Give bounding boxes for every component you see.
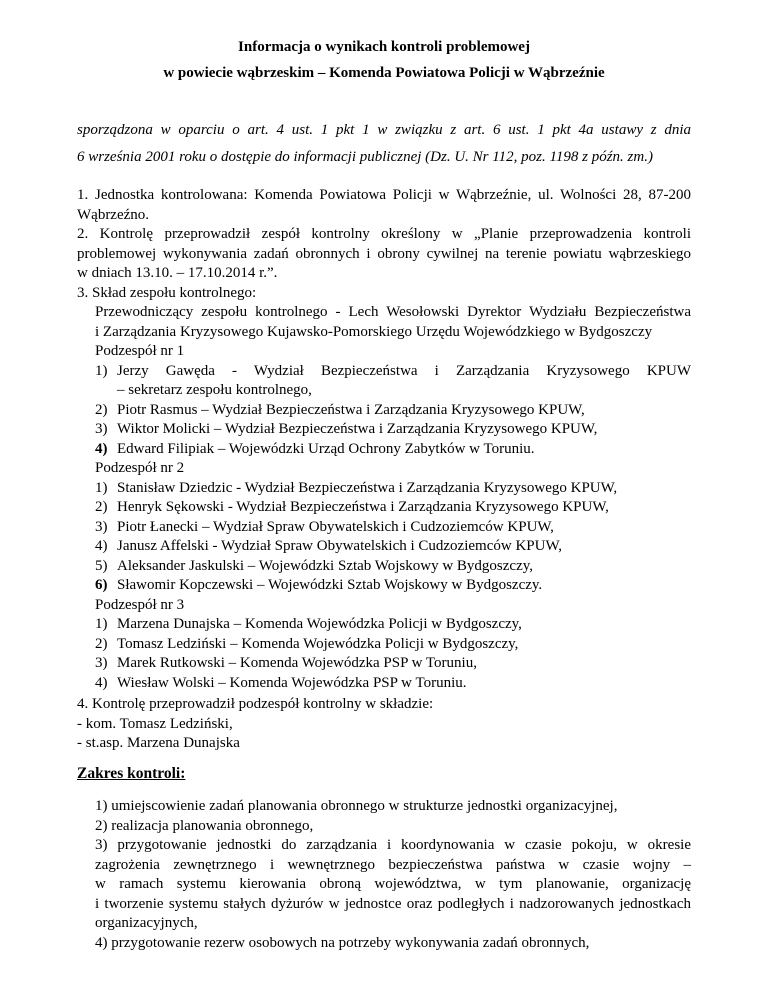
- main-content: [77, 186, 691, 693]
- member-role: – sekretarz zespołu kontrolnego,: [117, 382, 312, 398]
- list-number: 2): [95, 635, 108, 652]
- member-text: Tomasz Ledziński – Komenda Wojewódzka Policji w Bydgoszczy,: [117, 635, 519, 652]
- list-number: 3): [95, 518, 108, 535]
- team-composition: [95, 303, 691, 693]
- list-number: 1): [95, 616, 108, 632]
- member-text: Sławomir Kopczewski – Wojewódzki Sztab Wojskowy w Bydgoszczy.: [117, 577, 543, 593]
- section4-line1: 4. Kontrolę przeprowadził podzespół kontrolny w składzie:: [77, 696, 434, 712]
- section1-line1: 1. Jednostka kontrolowana: Komenda Powiatowa Policji w Wąbrzeźnie, ul. Wolności 28, 87-200: [77, 187, 691, 203]
- scope-list: [95, 797, 691, 953]
- section1-line2: Wąbrzeźno.: [77, 206, 150, 223]
- list-number: 5): [95, 557, 108, 574]
- list-number: 1): [95, 362, 108, 379]
- list-number: 3): [95, 421, 108, 437]
- member-text: Wiktor Molicki – Wydział Bezpieczeństwa i Zarządzania Kryzysowego KPUW,: [117, 421, 598, 437]
- legal-basis-line1: sporządzona w oparciu o art. 4 ust. 1 pkt 1 w związku z art. 6 ust. 1 pkt 4a ustawy z dnia: [77, 122, 691, 138]
- member-text: Piotr Rasmus – Wydział Bezpieczeństwa i Zarządzania Kryzysowego KPUW,: [117, 401, 585, 418]
- list-number: 3): [95, 655, 108, 671]
- member-text: Wiesław Wolski – Komenda Wojewódzka PSP w Toruniu.: [117, 674, 467, 691]
- subteam3-label: Podzespół nr 3: [95, 596, 185, 613]
- list-number: 1): [95, 479, 108, 496]
- scope-item-3-line3: w ramach systemu kierowania obroną województwa, w tym planowanie, organizację: [95, 876, 691, 892]
- subteam2-member-5: [95, 557, 691, 577]
- subteam3-member-3: [95, 654, 691, 674]
- document-title-line1: Informacja o wynikach kontroli problemowej: [238, 39, 530, 55]
- subteam2-member-3: [95, 518, 691, 538]
- scope-item-2: 2) realizacja planowania obronnego,: [95, 817, 314, 834]
- document-title-line2: w powiecie wąbrzeskim – Komenda Powiatowa Policji w Wąbrzeźnie: [163, 65, 605, 81]
- chair-line2: i Zarządzania Kryzysowego Kujawsko-Pomorskiego Urzędu Wojewódzkiego w Bydgoszczy: [95, 323, 653, 340]
- section2-line2: problemowej wykonywania zadań obronnych i obrony cywilnej na terenie powiatu wąbrzeskiego: [77, 245, 691, 262]
- scope-item-3-line5: organizacyjnych,: [95, 915, 198, 931]
- list-number: 4): [95, 674, 108, 691]
- list-number: 4): [95, 440, 108, 457]
- section4: [77, 695, 691, 754]
- member-text: Henryk Sękowski - Wydział Bezpieczeństwa i Zarządzania Kryzysowego KPUW,: [117, 499, 609, 515]
- subteam1-label: Podzespół nr 1: [95, 343, 185, 359]
- subteam1-member-4: [95, 440, 691, 460]
- chair-line1: Przewodniczący zespołu kontrolnego - Lech Wesołowski Dyrektor Wydziału Bezpieczeństwa: [95, 304, 691, 320]
- legal-basis-line2: 6 września 2001 roku o dostępie do informacji publicznej (Dz. U. Nr 112, poz. 1198 z późn. zm.): [77, 149, 653, 165]
- subteam2-member-6: [95, 576, 691, 596]
- subteam2-member-4: [95, 537, 691, 557]
- scope-item-1: 1) umiejscowienie zadań planowania obronnego w strukturze jednostki organizacyjnej,: [95, 798, 618, 814]
- scope-heading: Zakres kontroli:: [77, 765, 186, 782]
- section4-line3: - st.asp. Marzena Dunajska: [77, 735, 240, 751]
- list-number: 6): [95, 577, 108, 593]
- section3-heading: 3. Skład zespołu kontrolnego:: [77, 284, 257, 301]
- scope-item-3-line4: i tworzenie systemu stałych dyżurów w jednostce oraz podległych i nadzorowanych jednostkach: [95, 895, 691, 912]
- subteam1-member-1: [95, 362, 691, 401]
- subteam3-member-1: [95, 615, 691, 635]
- subteam2-label: Podzespół nr 2: [95, 460, 185, 476]
- member-text: Edward Filipiak – Wojewódzki Urząd Ochrony Zabytków w Toruniu.: [117, 440, 535, 457]
- list-number: 4): [95, 538, 108, 554]
- section2-line1: 2. Kontrolę przeprowadził zespół kontrolny określony w „Planie przeprowadzenia kontroli: [77, 226, 691, 242]
- list-number: 2): [95, 499, 108, 515]
- subteam2-member-1: [95, 479, 691, 499]
- scope-item-3-line2: zagrożenia zewnętrznego i wewnętrznego bezpieczeństwa państwa w czasie wojny –: [95, 856, 691, 873]
- subteam1-member-2: [95, 401, 691, 421]
- section4-line2: - kom. Tomasz Ledziński,: [77, 715, 233, 732]
- member-text: Piotr Łanecki – Wydział Spraw Obywatelskich i Cudzoziemców KPUW,: [117, 518, 554, 535]
- member-text: Marek Rutkowski – Komenda Wojewódzka PSP w Toruniu,: [117, 655, 477, 671]
- subteam1-member-3: [95, 420, 691, 440]
- member-text: Marzena Dunajska – Komenda Wojewódzka Policji w Bydgoszczy,: [117, 616, 522, 632]
- member-text: Jerzy Gawęda - Wydział Bezpieczeństwa i Zarządzania Kryzysowego KPUW: [117, 362, 691, 379]
- section2-line3: w dniach 13.10. – 17.10.2014 r.”.: [77, 265, 278, 281]
- member-text: Stanisław Dziedzic - Wydział Bezpieczeństwa i Zarządzania Kryzysowego KPUW,: [117, 479, 618, 496]
- scope-item-4: 4) przygotowanie rezerw osobowych na potrzeby wykonywania zadań obronnych,: [95, 934, 590, 951]
- member-text: Aleksander Jaskulski – Wojewódzki Sztab Wojskowy w Bydgoszczy,: [117, 557, 534, 574]
- list-number: 2): [95, 401, 108, 418]
- scope-item-3-line1: 3) przygotowanie jednostki do zarządzania i koordynowania w czasie pokoju, w okresie: [95, 837, 691, 853]
- member-text: Janusz Affelski - Wydział Spraw Obywatelskich i Cudzoziemców KPUW,: [117, 538, 562, 554]
- subteam3-member-2: [95, 635, 691, 655]
- subteam2-member-2: [95, 498, 691, 518]
- legal-basis-paragraph: [77, 117, 691, 171]
- subteam3-member-4: [95, 674, 691, 694]
